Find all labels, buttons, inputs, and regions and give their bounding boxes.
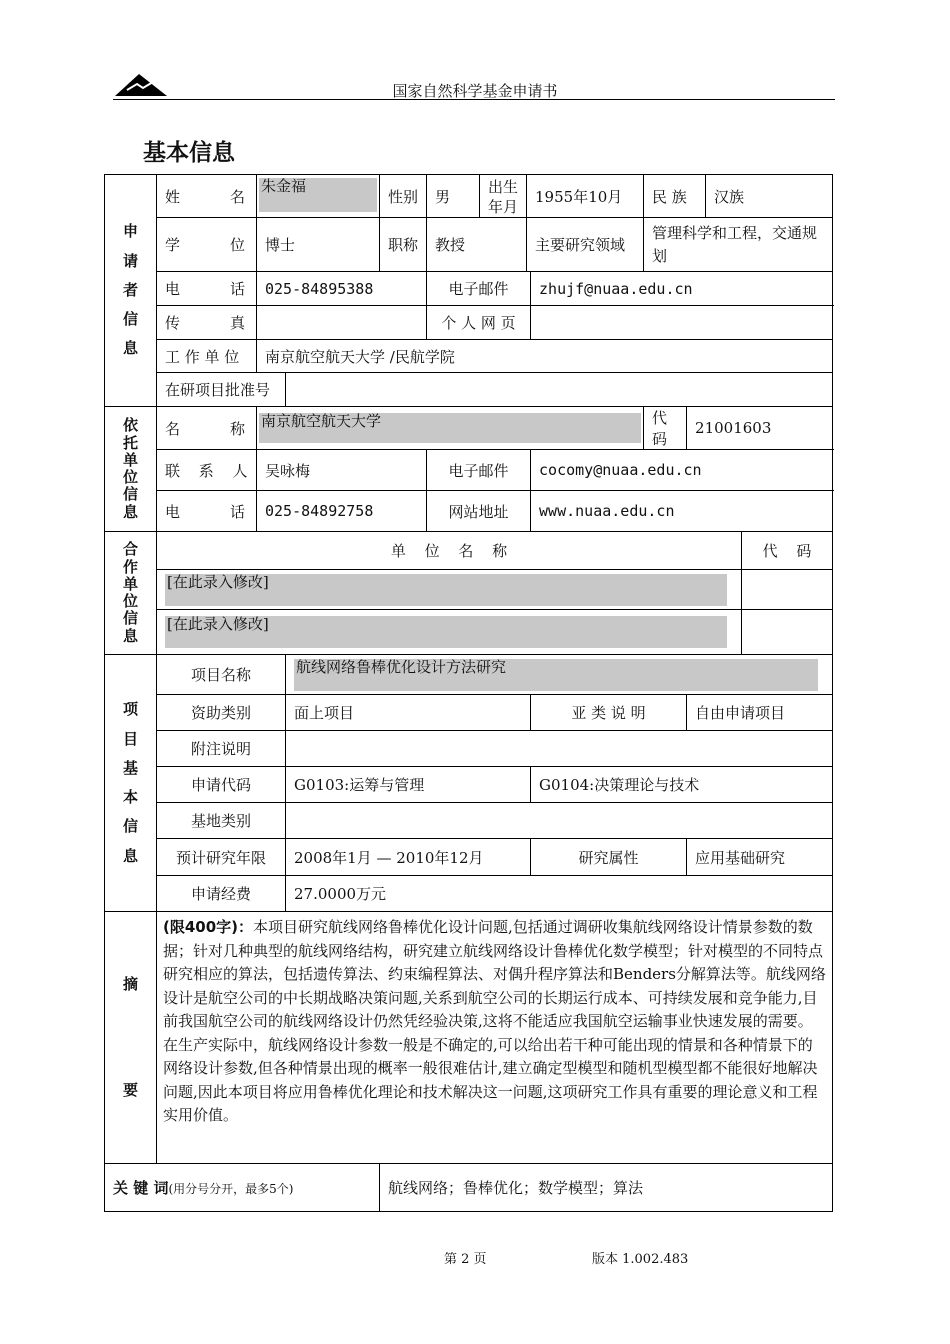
- note-value: [286, 731, 833, 767]
- coop-code-header: 代 码: [742, 532, 833, 570]
- project-name-value: 航线网络鲁棒优化设计方法研究: [294, 659, 818, 691]
- degree-value: 博士: [257, 218, 380, 272]
- base-value: [286, 803, 833, 839]
- fax-value: [257, 306, 427, 340]
- abstract-text: [157, 912, 833, 1164]
- note-label: 附注说明: [157, 731, 286, 767]
- applicant-name: 朱金福: [259, 178, 377, 212]
- email-value: zhujf@nuaa.edu.cn: [531, 272, 833, 306]
- base-label: 基地类别: [157, 803, 286, 839]
- birth-label: 出生年月: [480, 175, 527, 218]
- employer-value: 南京航空航天大学 /民航学院: [257, 340, 833, 373]
- ethnicity-value: 汉族: [706, 175, 833, 218]
- host-site-value: www.nuaa.edu.cn: [531, 491, 833, 532]
- apply-code-label: 申请代码: [157, 767, 286, 803]
- coop-code-row-2[interactable]: [742, 610, 833, 655]
- field-label: 主要研究领域: [527, 218, 644, 272]
- project-no-value: [286, 373, 833, 407]
- header-rule: [113, 99, 835, 100]
- applicant-side-label: 申 请 者 信 息: [105, 175, 157, 407]
- host-code-label: 代 码: [644, 407, 687, 450]
- keywords-label: 关 键 词: [113, 1179, 169, 1197]
- gender-label: 性别: [380, 175, 427, 218]
- host-name-value: 南京航空航天大学: [259, 413, 641, 443]
- keywords-note: (用分号分开，最多5个): [168, 1182, 294, 1196]
- name-label: 姓 名: [157, 175, 257, 218]
- field-value: 管理科学和工程，交通规划: [644, 218, 833, 272]
- host-email-value: cocomy@nuaa.edu.cn: [531, 450, 833, 491]
- project-name-label: 项目名称: [157, 655, 286, 695]
- host-site-label: 网站地址: [427, 491, 531, 532]
- degree-label: 学 位: [157, 218, 257, 272]
- coop-unit-row-2[interactable]: [在此录入修改]: [165, 616, 727, 648]
- keywords-value: 航线网络；鲁棒优化；数学模型；算法: [380, 1164, 833, 1212]
- subclass-value: 自由申请项目: [687, 695, 833, 731]
- homepage-value: [531, 306, 833, 340]
- project-side-label: 项 目 基 本 信 息: [105, 655, 157, 912]
- footer-page-number: 第 2 页: [444, 1252, 487, 1267]
- funding-value: 面上项目: [286, 695, 531, 731]
- host-email-label: 电子邮件: [427, 450, 531, 491]
- funding-label: 资助类别: [157, 695, 286, 731]
- basic-info-table: [104, 174, 833, 1212]
- employer-label: 工 作 单 位: [157, 340, 257, 373]
- ethnicity-label: 民 族: [644, 175, 706, 218]
- coop-unit-header: 单 位 名 称: [157, 532, 742, 570]
- email-label: 电子邮件: [427, 272, 531, 306]
- period-label: 预计研究年限: [157, 839, 286, 876]
- birth-value: 1955年10月: [527, 175, 644, 218]
- host-contact-label: 联 系 人: [157, 450, 257, 491]
- period-value: 2008年1月 — 2010年12月: [286, 839, 531, 876]
- title-label: 职称: [380, 218, 427, 272]
- gender-value: 男: [427, 175, 480, 218]
- coop-code-row-1[interactable]: [742, 570, 833, 610]
- host-name-label: 名 称: [157, 407, 257, 450]
- subclass-label: 亚 类 说 明: [531, 695, 687, 731]
- keywords-label-cell: [105, 1164, 380, 1212]
- abstract-side-label: 摘 要: [105, 912, 157, 1164]
- host-code-value: 21001603: [687, 407, 833, 450]
- title-value: 教授: [427, 218, 527, 272]
- host-phone-value: 025-84892758: [257, 491, 427, 532]
- coop-side-label: 合 作 单 位 信 息: [105, 532, 157, 655]
- footer-version: 版本 1.002.483: [592, 1252, 689, 1267]
- phone-value: 025-84895388: [257, 272, 427, 306]
- host-side-label: 依 托 单 位 信 息: [105, 407, 157, 532]
- coop-unit-row-1[interactable]: [在此录入修改]: [165, 574, 727, 606]
- header-title: 国家自然科学基金申请书: [392, 82, 558, 100]
- section-title: 基本信息: [143, 140, 235, 166]
- attr-label: 研究属性: [531, 839, 687, 876]
- budget-value: 27.0000万元: [286, 876, 833, 912]
- fax-label: 传 真: [157, 306, 257, 340]
- phone-label: 电 话: [157, 272, 257, 306]
- project-no-label: 在研项目批准号: [157, 373, 286, 407]
- abstract-body: 本项目研究航线网络鲁棒优化设计问题,包括通过调研收集航线网络设计情景参数的数据；针对几种典型的航线网络结构，研究建立航线网络设计鲁棒优化数学模型；针对模型的不同特点研究相应的算法，包括遗传算法、约束编程算法、对偶升程序算法和Benders分解算法等。航线网络设计是航空公司的中长期战略决策问题,关系到航空公司的长期运行成本、可持续发展和竞争能力,目前我国航空公司的航线网络设计仍然凭经验决策,这将不能适应我国航空运输事业快速发展的需要。在生产实际中，航线网络设计参数一般是不确定的,可以给出若干种可能出现的情景和各种情景下的网络设计参数,但各种情景出现的概率一般很难估计,建立确定型模型和随机型模型都不能很好地解决问题,因此本项目将应用鲁棒优化理论和技术解决这一问题,这项研究工作具有重要的理论意义和工程实用价值。: [163, 918, 826, 1124]
- apply-code-2: G0104:决策理论与技术: [531, 767, 833, 803]
- host-phone-label: 电 话: [157, 491, 257, 532]
- host-contact-value: 吴咏梅: [257, 450, 427, 491]
- homepage-label: 个 人 网 页: [427, 306, 531, 340]
- abstract-limit: (限400字)：: [163, 918, 254, 936]
- attr-value: 应用基础研究: [687, 839, 833, 876]
- apply-code-1: G0103:运筹与管理: [286, 767, 531, 803]
- budget-label: 申请经费: [157, 876, 286, 912]
